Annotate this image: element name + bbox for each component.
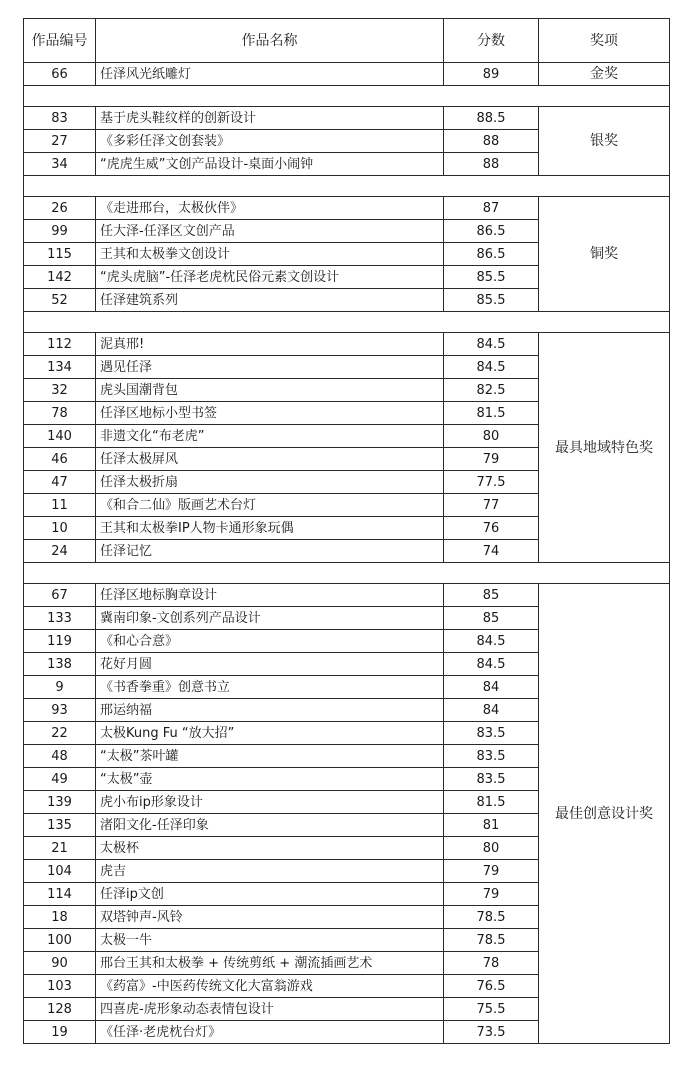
score-cell: 84.5 [444,356,539,379]
work-name-cell: 太极Kung Fu “放大招” [96,722,444,745]
score-cell: 88 [444,130,539,153]
work-name-cell: 虎小布ip形象设计 [96,791,444,814]
work-name-cell: “太极”壶 [96,768,444,791]
table-body [24,63,670,1044]
work-id-cell: 93 [24,699,96,722]
work-name-cell: 《和合二仙》版画艺术台灯 [96,494,444,517]
table-row [24,107,670,130]
score-cell: 78 [444,952,539,975]
table-row [24,197,670,220]
score-cell: 73.5 [444,1021,539,1044]
work-name-cell: 任泽ip文创 [96,883,444,906]
score-cell: 80 [444,425,539,448]
table-header-row [24,19,670,63]
score-cell: 76 [444,517,539,540]
work-name-cell: 遇见任泽 [96,356,444,379]
work-name-cell: 太极一牛 [96,929,444,952]
work-name-cell: 《药富》-中医药传统文化大富翁游戏 [96,975,444,998]
score-cell: 78.5 [444,929,539,952]
score-cell: 84.5 [444,333,539,356]
work-id-cell: 115 [24,243,96,266]
work-id-cell: 24 [24,540,96,563]
work-id-cell: 27 [24,130,96,153]
score-cell: 84.5 [444,630,539,653]
separator-cell [24,176,670,197]
work-name-cell: “虎头虎脑”-任泽老虎枕民俗元素文创设计 [96,266,444,289]
score-cell: 83.5 [444,745,539,768]
work-id-cell: 9 [24,676,96,699]
separator-cell [24,563,670,584]
score-cell: 74 [444,540,539,563]
work-name-cell: 《多彩任泽文创套装》 [96,130,444,153]
header-award: 奖项 [539,19,670,63]
work-id-cell: 48 [24,745,96,768]
score-cell: 85 [444,584,539,607]
work-id-cell: 99 [24,220,96,243]
score-cell: 84.5 [444,653,539,676]
work-name-cell: 任大泽-任泽区文创产品 [96,220,444,243]
work-id-cell: 22 [24,722,96,745]
award-cell: 银奖 [539,107,670,176]
score-cell: 84 [444,699,539,722]
score-cell: 76.5 [444,975,539,998]
group-separator-row [24,312,670,333]
score-cell: 86.5 [444,243,539,266]
group-separator-row [24,563,670,584]
work-id-cell: 138 [24,653,96,676]
work-name-cell: 邢运纳福 [96,699,444,722]
score-cell: 89 [444,63,539,86]
score-cell: 80 [444,837,539,860]
score-cell: 83.5 [444,722,539,745]
work-name-cell: 渚阳文化-任泽印象 [96,814,444,837]
score-cell: 87 [444,197,539,220]
work-id-cell: 11 [24,494,96,517]
work-id-cell: 100 [24,929,96,952]
group-separator-row [24,176,670,197]
work-name-cell: 《书香拳重》创意书立 [96,676,444,699]
award-cell: 铜奖 [539,197,670,312]
work-name-cell: 任泽太极折扇 [96,471,444,494]
work-name-cell: 任泽太极屏风 [96,448,444,471]
score-cell: 85.5 [444,289,539,312]
work-name-cell: 邢台王其和太极拳 + 传统剪纸 + 潮流插画艺术 [96,952,444,975]
work-name-cell: 四喜虎-虎形象动态表情包设计 [96,998,444,1021]
work-name-cell: 任泽区地标小型书签 [96,402,444,425]
header-work-id: 作品编号 [24,19,96,63]
score-cell: 79 [444,448,539,471]
work-name-cell: 《和心合意》 [96,630,444,653]
work-id-cell: 52 [24,289,96,312]
work-name-cell: 王其和太极拳文创设计 [96,243,444,266]
work-id-cell: 114 [24,883,96,906]
score-cell: 82.5 [444,379,539,402]
work-id-cell: 112 [24,333,96,356]
header-work-name: 作品名称 [96,19,444,63]
score-cell: 79 [444,883,539,906]
score-cell: 81 [444,814,539,837]
work-id-cell: 26 [24,197,96,220]
work-name-cell: 虎头国潮背包 [96,379,444,402]
award-cell: 最佳创意设计奖 [539,584,670,1044]
work-name-cell: “虎虎生威”文创产品设计-桌面小闹钟 [96,153,444,176]
table-row [24,63,670,86]
score-cell: 84 [444,676,539,699]
table-row [24,584,670,607]
work-name-cell: 任泽建筑系列 [96,289,444,312]
work-id-cell: 119 [24,630,96,653]
work-name-cell: 任泽记忆 [96,540,444,563]
work-id-cell: 19 [24,1021,96,1044]
score-cell: 88.5 [444,107,539,130]
work-id-cell: 78 [24,402,96,425]
score-cell: 81.5 [444,402,539,425]
work-name-cell: 虎吉 [96,860,444,883]
score-cell: 79 [444,860,539,883]
work-id-cell: 46 [24,448,96,471]
award-cell: 最具地域特色奖 [539,333,670,563]
work-id-cell: 10 [24,517,96,540]
award-results-table [23,18,670,1044]
score-cell: 86.5 [444,220,539,243]
work-id-cell: 139 [24,791,96,814]
work-id-cell: 18 [24,906,96,929]
work-id-cell: 104 [24,860,96,883]
work-id-cell: 133 [24,607,96,630]
work-id-cell: 103 [24,975,96,998]
work-name-cell: 基于虎头鞋纹样的创新设计 [96,107,444,130]
work-name-cell: 太极杯 [96,837,444,860]
separator-cell [24,312,670,333]
work-id-cell: 83 [24,107,96,130]
separator-cell [24,86,670,107]
work-name-cell: 双塔钟声-风铃 [96,906,444,929]
work-name-cell: 冀南印象-文创系列产品设计 [96,607,444,630]
group-separator-row [24,86,670,107]
work-name-cell: “太极”茶叶罐 [96,745,444,768]
score-cell: 78.5 [444,906,539,929]
work-name-cell: 花好月圆 [96,653,444,676]
work-id-cell: 140 [24,425,96,448]
work-name-cell: 《走进邢台，太极伙伴》 [96,197,444,220]
work-name-cell: 王其和太极拳IP人物卡通形象玩偶 [96,517,444,540]
work-id-cell: 67 [24,584,96,607]
work-id-cell: 134 [24,356,96,379]
work-id-cell: 21 [24,837,96,860]
work-name-cell: 《任泽·老虎枕台灯》 [96,1021,444,1044]
header-score: 分数 [444,19,539,63]
work-id-cell: 49 [24,768,96,791]
award-cell: 金奖 [539,63,670,86]
score-cell: 81.5 [444,791,539,814]
score-cell: 77 [444,494,539,517]
score-cell: 77.5 [444,471,539,494]
work-name-cell: 非遗文化“布老虎” [96,425,444,448]
score-cell: 83.5 [444,768,539,791]
work-id-cell: 128 [24,998,96,1021]
score-cell: 85.5 [444,266,539,289]
work-name-cell: 任泽区地标胸章设计 [96,584,444,607]
score-cell: 75.5 [444,998,539,1021]
work-id-cell: 66 [24,63,96,86]
score-cell: 88 [444,153,539,176]
work-id-cell: 142 [24,266,96,289]
work-id-cell: 47 [24,471,96,494]
table-row [24,333,670,356]
work-name-cell: 任泽风光纸雕灯 [96,63,444,86]
work-id-cell: 32 [24,379,96,402]
work-id-cell: 135 [24,814,96,837]
work-name-cell: 泥真邢! [96,333,444,356]
work-id-cell: 34 [24,153,96,176]
score-cell: 85 [444,607,539,630]
work-id-cell: 90 [24,952,96,975]
